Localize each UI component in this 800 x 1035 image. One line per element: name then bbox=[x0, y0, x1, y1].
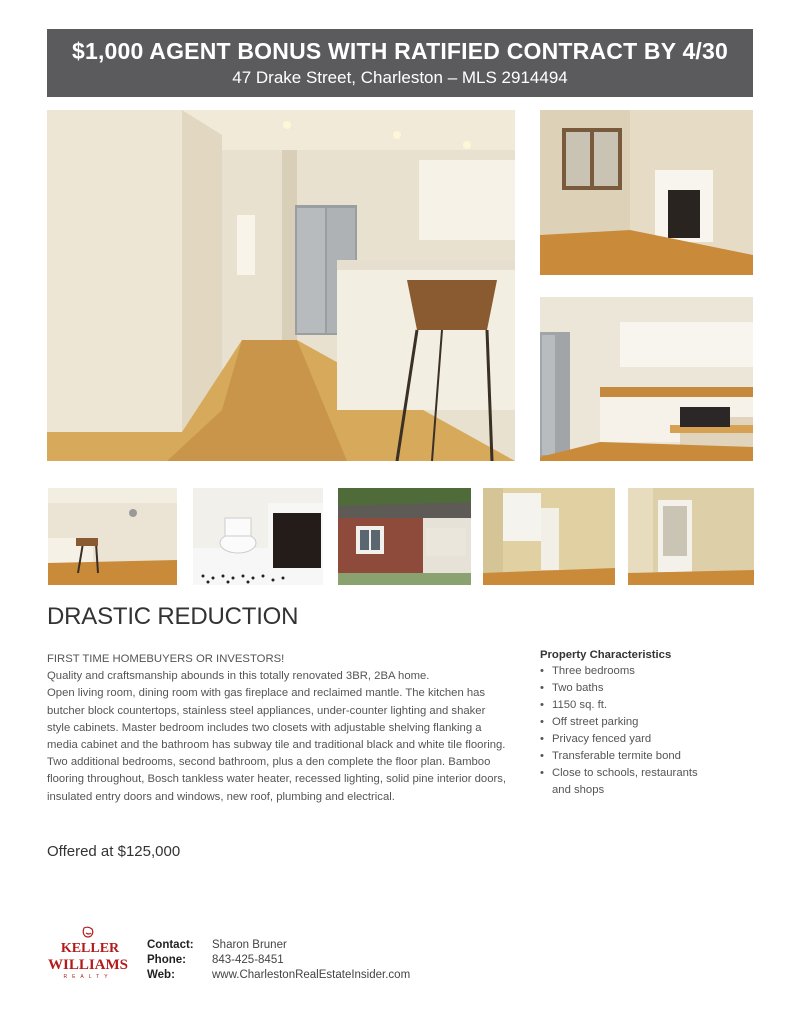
phone-row bbox=[147, 953, 410, 968]
contact-label: Contact: bbox=[147, 939, 194, 951]
logo-line3: REALTY bbox=[63, 974, 113, 980]
description-line: flooring throughout, Bosch tankless water heater, recessed lighting, solid pine interior doors, bbox=[47, 773, 507, 786]
description-line: butcher block countertops, stainless steel appliances, under-counter lighting and shaker bbox=[47, 704, 486, 717]
hero-photo-kitchen-hallway bbox=[47, 110, 515, 461]
logo-line1: KELLER bbox=[60, 941, 120, 956]
photo-thumb-room-door bbox=[628, 488, 754, 585]
characteristic-item: • Close to schools, restaurants and shops bbox=[540, 765, 700, 799]
logo-line2: WILLIAMS bbox=[48, 957, 129, 973]
description-line: insulated entry doors and windows, new roof, plumbing and electrical. bbox=[47, 790, 395, 803]
characteristic-item: • Privacy fenced yard bbox=[540, 731, 760, 748]
description-line: Open living room, dining room with gas fireplace and reclaimed mantle. The kitchen has bbox=[47, 687, 486, 700]
header-banner bbox=[47, 29, 753, 97]
banner-address: 47 Drake Street, Charleston – MLS 2914494 bbox=[232, 68, 568, 87]
description-line: FIRST TIME HOMEBUYERS OR INVESTORS! bbox=[47, 653, 285, 665]
photo-fireplace-room bbox=[540, 110, 753, 275]
characteristic-item: • Off street parking bbox=[540, 714, 760, 731]
characteristic-item: • 1150 sq. ft. bbox=[540, 697, 760, 714]
photo-thumb-living-dining bbox=[48, 488, 177, 585]
phone-label: Phone: bbox=[147, 954, 186, 966]
property-characteristics-title: Property Characteristics bbox=[540, 649, 672, 661]
contact-row bbox=[147, 938, 410, 953]
characteristics-list bbox=[540, 663, 760, 799]
photo-kitchen bbox=[540, 297, 753, 461]
phone-number[interactable]: 843-425-8451 bbox=[212, 954, 284, 966]
contact-block bbox=[147, 938, 410, 983]
description-line: style cabinets. Master bedroom includes two closets with adjustable shelving flanking a bbox=[47, 721, 482, 734]
contact-name: Sharon Bruner bbox=[212, 939, 287, 951]
banner-headline: $1,000 AGENT BONUS WITH RATIFIED CONTRACT BY 4/30 bbox=[71, 38, 729, 64]
description-line: media cabinet and the bathroom has subway tile and traditional black and white tile flooring. bbox=[47, 739, 506, 752]
photo-thumb-bathroom bbox=[193, 488, 323, 585]
photo-thumb-bedroom bbox=[483, 488, 615, 585]
photo-thumb-exterior bbox=[338, 488, 471, 585]
characteristic-item: • Three bedrooms bbox=[540, 663, 760, 680]
web-row bbox=[147, 968, 410, 983]
section-title: DRASTIC REDUCTION bbox=[47, 603, 299, 630]
property-characteristics bbox=[540, 649, 760, 799]
offered-price: Offered at $125,000 bbox=[47, 843, 181, 860]
description-line: Quality and craftsmanship abounds in this totally renovated 3BR, 2BA home. bbox=[47, 670, 430, 683]
characteristic-item: • Transferable termite bond bbox=[540, 748, 760, 765]
property-description bbox=[47, 651, 522, 806]
description-line: Two additional bedrooms, second bathroom, plus a den complete the floor plan. Bamboo bbox=[47, 756, 491, 769]
website-link[interactable]: www.CharlestonRealEstateInsider.com bbox=[212, 969, 411, 981]
web-label: Web: bbox=[147, 969, 175, 981]
characteristic-item: • Two baths bbox=[540, 680, 760, 697]
keller-williams-logo bbox=[48, 925, 132, 981]
